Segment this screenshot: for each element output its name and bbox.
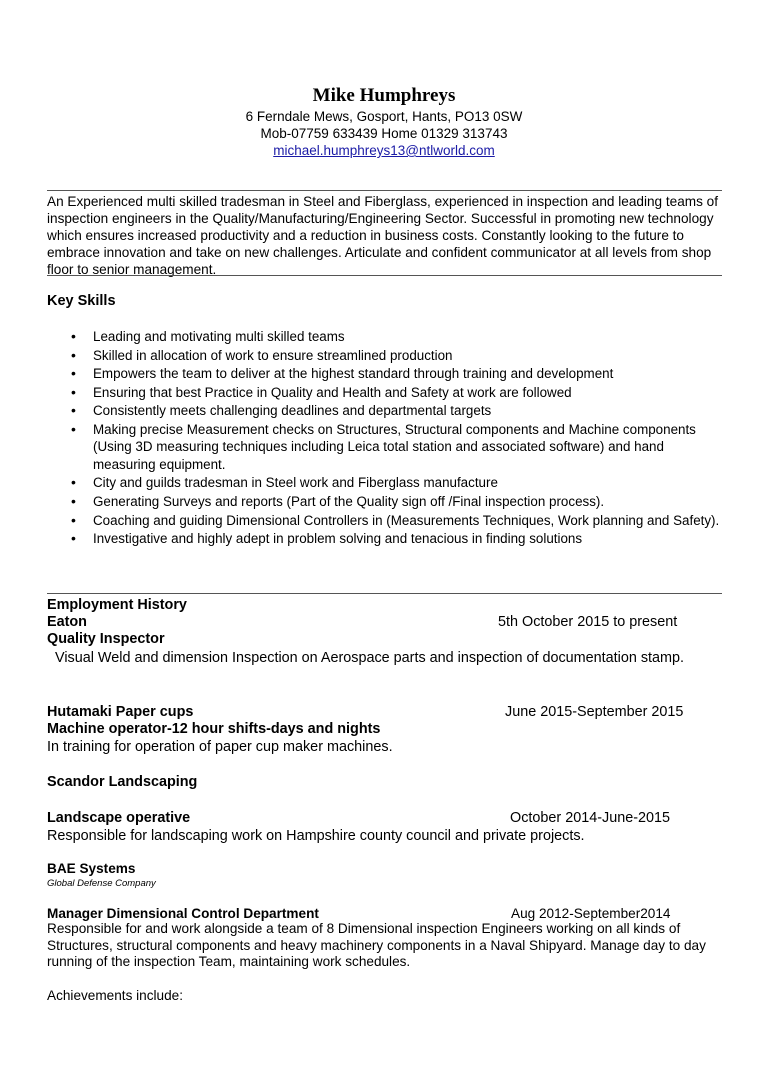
address: 6 Ferndale Mews, Gosport, Hants, PO13 0SW [245, 109, 523, 124]
skill-text: Generating Surveys and reports (Part of the Quality sign off /Final inspection process). [93, 493, 605, 509]
skill-text: Leading and motivating multi skilled teams [93, 329, 345, 344]
bullet-icon: • [71, 474, 76, 491]
employment-heading: Employment History [47, 597, 187, 613]
list-item [47, 328, 727, 345]
job-dates: Aug 2012-September2014 [511, 906, 671, 921]
skill-text: Consistently meets challenging deadlines and departmental targets [93, 403, 492, 419]
skill-text: Empowers the team to deliver at the highest standard through training and development [93, 366, 614, 382]
job-dates: 5th October 2015 to present [498, 614, 678, 630]
job-company: Hutamaki Paper cups [47, 704, 194, 720]
key-skills-heading: Key Skills [47, 293, 116, 309]
job-company: Scandor Landscaping [47, 774, 198, 790]
skill-text: City and guilds tradesman in Steel work and Fiberglass manufacture [93, 475, 498, 491]
bullet-icon: • [71, 383, 76, 400]
bullet-icon: • [71, 492, 76, 509]
list-item [47, 421, 727, 473]
job-description: Responsible for and work alongside a team of 8 Dimensional inspection Engineers working on all kinds of Structures, structural components and heavy machinery components in a Naval Shipyard. Manage day to day running of the inspection Team, maintaining work schedules. [47, 921, 706, 969]
bullet-icon: • [71, 402, 76, 419]
bullet-icon: • [71, 511, 76, 528]
list-item [47, 365, 727, 382]
phone-numbers: Mob-07759 633439 Home 01329 313743 [260, 126, 508, 141]
job-company: Eaton [47, 614, 87, 630]
bullet-icon: • [71, 328, 76, 344]
job-role: Machine operator-12 hour shifts-days and nights [47, 721, 381, 737]
job-role: Landscape operative [47, 810, 191, 826]
list-item [47, 530, 727, 547]
list-item [47, 474, 727, 491]
bullet-icon: • [71, 346, 76, 363]
bullet-icon: • [71, 530, 76, 547]
job-description: In training for operation of paper cup maker machines. [47, 739, 393, 755]
job-dates: June 2015-September 2015 [505, 704, 684, 720]
list-item [47, 384, 727, 401]
bullet-icon: • [71, 365, 76, 382]
divider-top [47, 190, 722, 191]
skill-text: Coaching and guiding Dimensional Controllers in (Measurements Techniques, Work planning and Safety). [93, 512, 720, 528]
divider-summary [47, 275, 722, 276]
skill-text: Making precise Measurement checks on Structures, Structural components and Machine components (Using 3D measuring techniques including Leica total station and associated software) and hand measuring equipment. [93, 421, 696, 472]
profile-summary: An Experienced multi skilled tradesman in Steel and Fiberglass, experienced in inspection and leading teams of inspection engineers in the Quality/Manufacturing/Engineering Sector. Successful in promoting new technology which ensures increased productivity and a reduction in business costs. Constantly looking to the future to embrace innovation and take on new challenges. Articulate and confident communicator at all levels from shop floor to senior management. [47, 194, 719, 277]
email-link[interactable]: michael.humphreys13@ntlworld.com [273, 143, 495, 158]
job-dates: October 2014-June-2015 [510, 810, 671, 826]
candidate-name: Mike Humphreys [312, 85, 456, 106]
achievements-label: Achievements include: [47, 988, 184, 1003]
contact-header [0, 84, 768, 160]
bullet-icon: • [71, 420, 76, 437]
job-role: Quality Inspector [47, 631, 165, 647]
job-company: BAE Systems [47, 861, 136, 876]
job-description: Responsible for landscaping work on Hampshire county council and private projects. [47, 828, 585, 844]
divider-employment [47, 593, 722, 594]
list-item [47, 512, 727, 529]
list-item [47, 347, 727, 364]
job-description: Visual Weld and dimension Inspection on Aerospace parts and inspection of documentation stamp. [47, 650, 685, 666]
skill-text: Investigative and highly adept in problem solving and tenacious in finding solutions [93, 531, 583, 547]
job-role: Manager Dimensional Control Department [47, 906, 319, 921]
company-tagline: Global Defense Company [47, 878, 156, 889]
skill-text: Skilled in allocation of work to ensure streamlined production [93, 347, 453, 363]
key-skills-list [47, 328, 727, 549]
list-item [47, 493, 727, 510]
skill-text: Ensuring that best Practice in Quality and Health and Safety at work are followed [93, 384, 572, 400]
list-item [47, 402, 727, 419]
